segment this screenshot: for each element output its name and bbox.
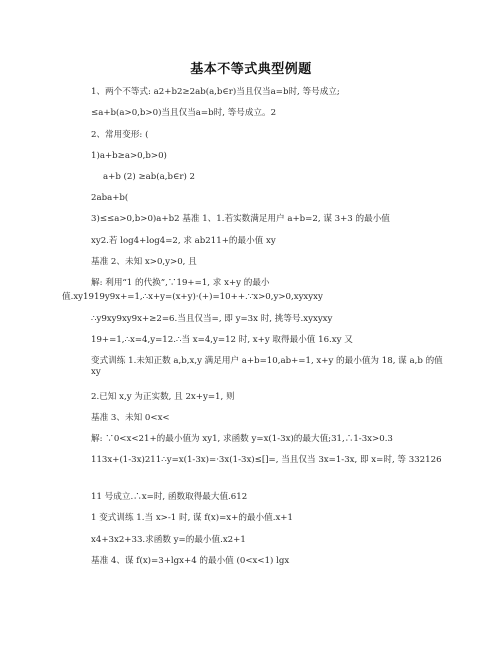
text-line-3: 2、常用变形: ( bbox=[91, 130, 149, 140]
text-line-6: 2aba+b( bbox=[91, 193, 129, 203]
text-line-5: a+b (2) ≥ab(a,b∈r) 2 bbox=[103, 172, 196, 182]
text-line-4: 1)a+b≥a>0,b>0) bbox=[91, 151, 167, 161]
text-line-9: 基准 2、未知 x>0,y>0, 且 bbox=[91, 257, 197, 267]
text-line-12: ∴y9xy9xy9x+≥2=6.当且仅当=, 即 y=3x 时, 挑等号.xyxyxy bbox=[91, 314, 333, 324]
text-line-14 bbox=[91, 356, 455, 378]
text-line-14-content: 变式训练 1.未知正数 a,b,x,y 满足用户 a+b=10,ab+=1, x+y 的最小值为 18, 谋 a,b 的值 xy bbox=[91, 356, 443, 377]
text-line-20: 1 变式训练 1.当 x>-1 时, 谋 f(x)=x+的最小值.x+1 bbox=[91, 513, 293, 523]
text-line-8: xy2.若 log4+log4=2, 求 ab211+的最小值 xy bbox=[91, 236, 276, 246]
text-line-7: 3)≤≤a>0,b>0)a+b2 基准 1、1.若实数满足用户 a+b=2, 谋 3+3 的最小值 bbox=[91, 214, 390, 224]
text-line-11: 值.xy1919y9x+=1,∴x+y=(x+y)·(+)=10++.∵x>0,y>0,xyxyxy bbox=[62, 292, 323, 302]
text-line-21: x4+3x2+33.求函数 y=的最小值.x2+1 bbox=[91, 535, 246, 545]
document-title: 基本不等式典型例题 bbox=[190, 62, 312, 77]
text-line-10: 解: 利用“1 的代换”,∵19+=1, 求 x+y 的最小 bbox=[91, 278, 270, 288]
text-line-2: ≤a+b(a>0,b>0)当且仅当a=b时, 等号成立。2 bbox=[91, 108, 277, 118]
text-line-13: 19+=1,∴x=4,y=12.∴当 x=4,y=12 时, x+y 取得最小值 16.xy 又 bbox=[91, 335, 353, 345]
text-line-18 bbox=[62, 455, 457, 466]
text-line-22: 基准 4、谋 f(x)=3+lgx+4 的最小值 (0<x<1) lgx bbox=[91, 556, 290, 566]
text-line-18-content: 113x+(1-3x)211∴y=x(1-3x)=·3x(1-3x)≤[]=, 当且仅当 3x=1-3x, 即 x=时, 等 332126 bbox=[91, 455, 442, 465]
text-line-16: 基准 3、未知 0<x< bbox=[91, 413, 170, 423]
text-line-19: 11 号成立.∴x=时, 函数取得最大值.612 bbox=[91, 492, 248, 502]
text-line-1: 1、两个不等式: a2+b2≥2ab(a,b∈r)当且仅当a=b时, 等号成立; bbox=[91, 87, 340, 97]
text-line-15: 2.已知 x,y 为正实数, 且 2x+y=1, 则 bbox=[91, 392, 235, 402]
text-line-17: 解: ∵0<x<21+的最小值为 xy1, 求函数 y=x(1-3x)的最大值;31,∴1-3x>0.3 bbox=[91, 434, 393, 444]
